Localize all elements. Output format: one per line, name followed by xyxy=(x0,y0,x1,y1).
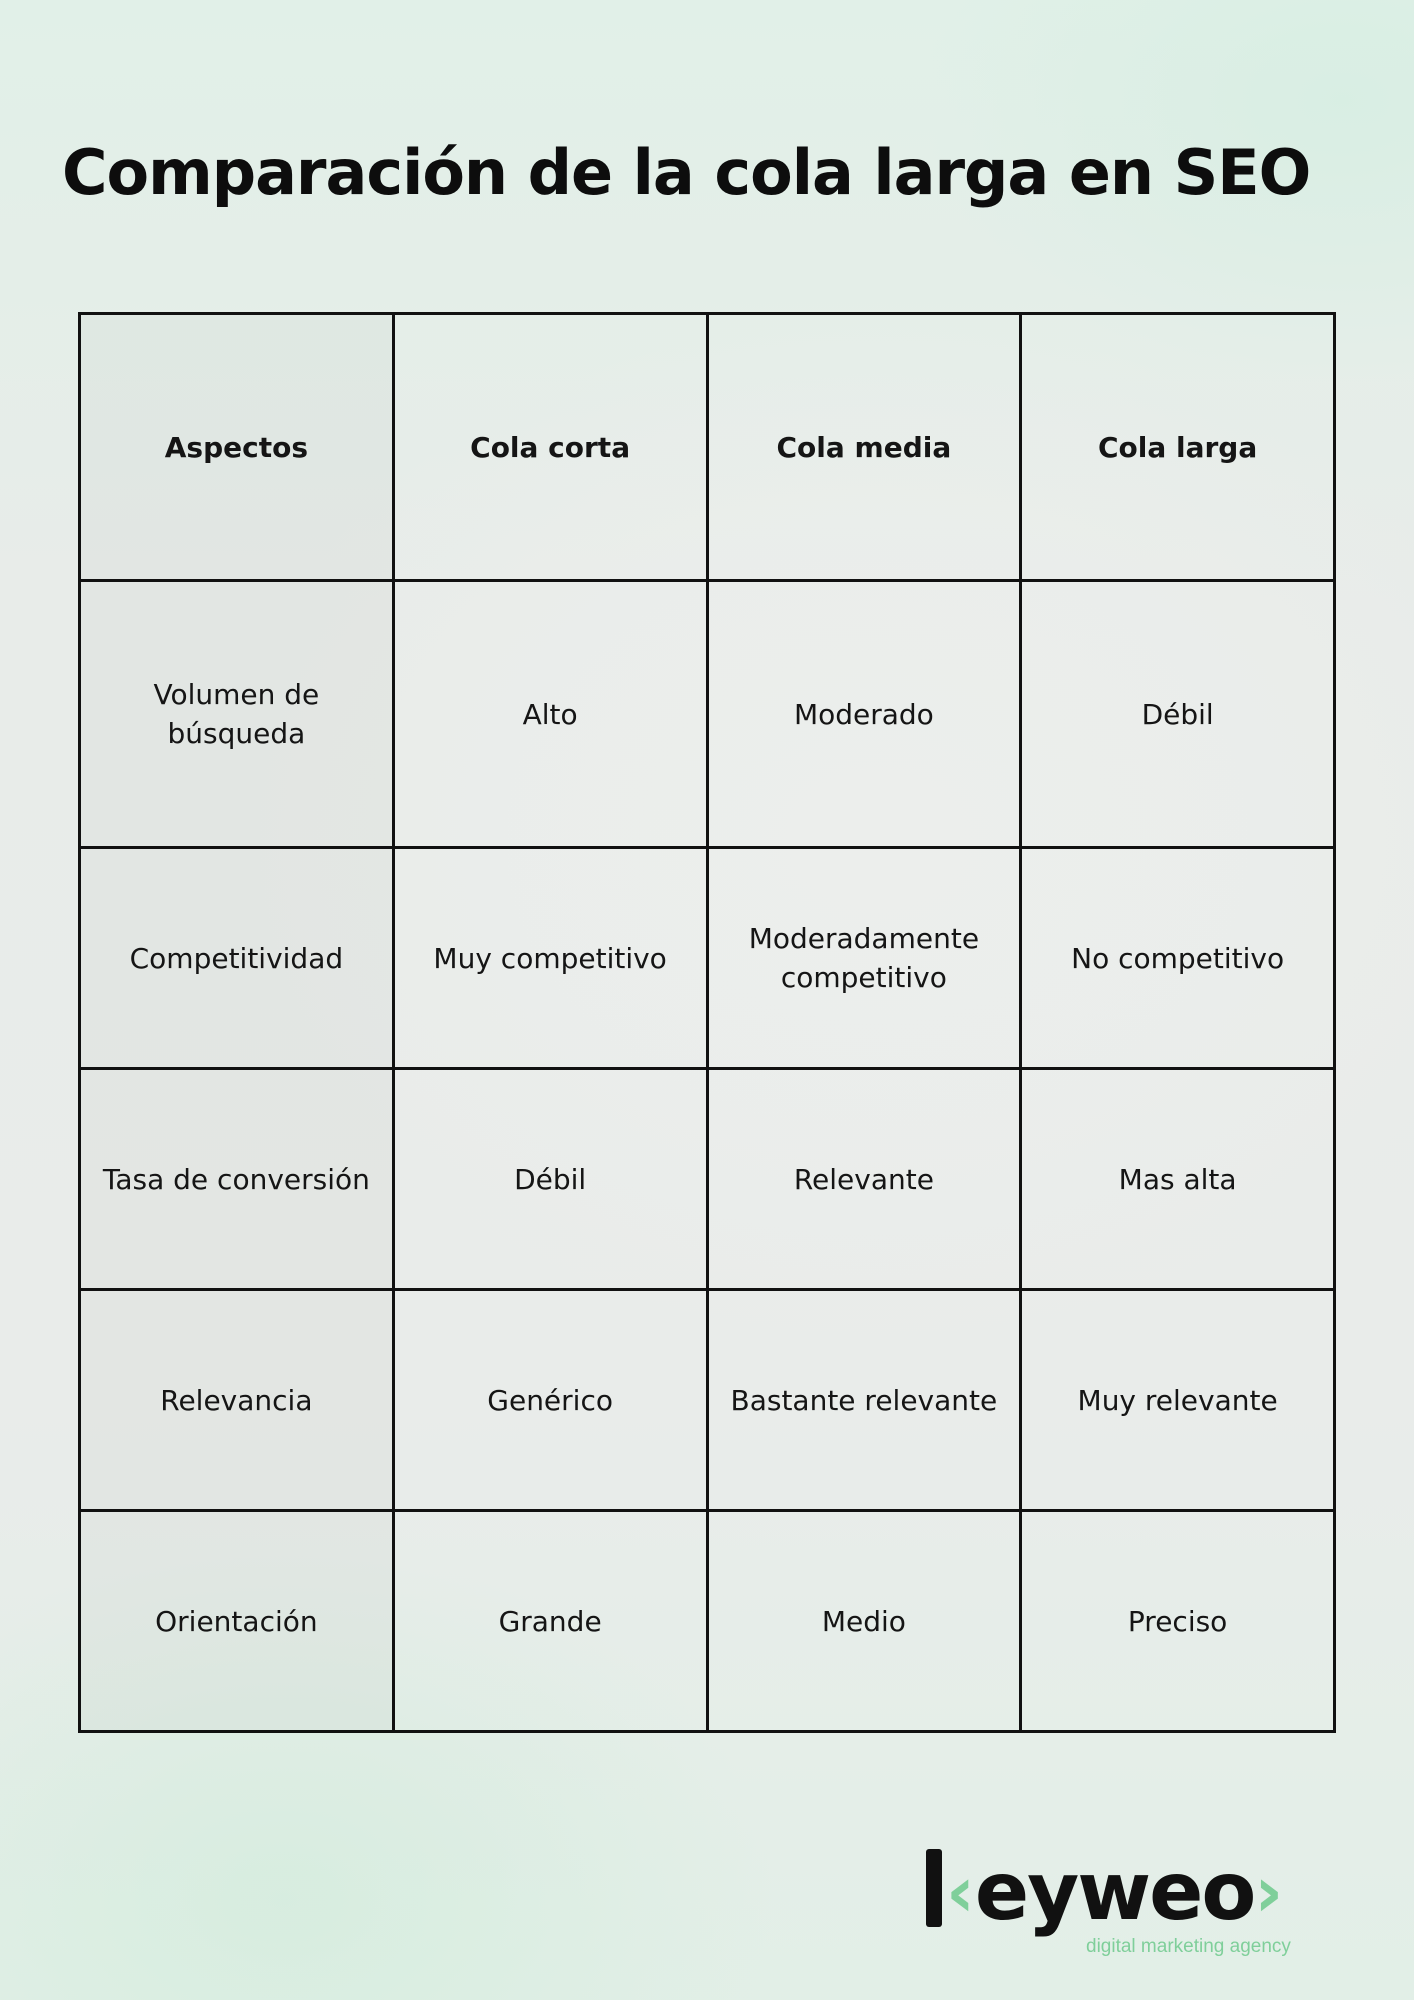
table-header-row xyxy=(80,314,1335,581)
logo-chevron-right-icon: › xyxy=(1254,1851,1284,1933)
table-cell: Genérico xyxy=(393,1290,707,1511)
table-cell: Grande xyxy=(393,1511,707,1732)
header-aspectos: Aspectos xyxy=(80,314,394,581)
header-cola-media: Cola media xyxy=(707,314,1021,581)
header-cola-corta: Cola corta xyxy=(393,314,707,581)
table-row xyxy=(80,848,1335,1069)
table-cell: Preciso xyxy=(1021,1511,1335,1732)
table-row xyxy=(80,1290,1335,1511)
logo-wordmark-text: eyweo xyxy=(974,1845,1255,1938)
table-cell: Débil xyxy=(393,1069,707,1290)
table-cell: Relevante xyxy=(707,1069,1021,1290)
table-row xyxy=(80,1069,1335,1290)
table-row xyxy=(80,1511,1335,1732)
header-cola-larga: Cola larga xyxy=(1021,314,1335,581)
logo-k-stem-icon xyxy=(926,1849,942,1927)
table-cell: Muy competitivo xyxy=(393,848,707,1069)
table-cell: Orientación xyxy=(80,1511,394,1732)
table-cell: Relevancia xyxy=(80,1290,394,1511)
logo-chevron-left-icon: ‹ xyxy=(946,1851,975,1933)
table-cell: Competitividad xyxy=(80,848,394,1069)
page-title: Comparación de la cola larga en SEO xyxy=(62,136,1311,209)
table-cell: Volumen de búsqueda xyxy=(80,581,394,848)
table-cell: Tasa de conversión xyxy=(80,1069,394,1290)
keyweo-logo xyxy=(926,1842,1346,1962)
table-cell: Alto xyxy=(393,581,707,848)
table-cell: Muy relevante xyxy=(1021,1290,1335,1511)
table-cell: Moderado xyxy=(707,581,1021,848)
table-cell: Mas alta xyxy=(1021,1069,1335,1290)
table-cell: No competitivo xyxy=(1021,848,1335,1069)
table-cell: Débil xyxy=(1021,581,1335,848)
table-cell: Bastante relevante xyxy=(707,1290,1021,1511)
table-row xyxy=(80,581,1335,848)
table-cell: Medio xyxy=(707,1511,1021,1732)
table-cell: Moderadamente competitivo xyxy=(707,848,1021,1069)
comparison-table xyxy=(78,312,1336,1733)
logo-wordmark xyxy=(926,1842,1283,1942)
logo-tagline: digital marketing agency xyxy=(1086,1936,1291,1957)
